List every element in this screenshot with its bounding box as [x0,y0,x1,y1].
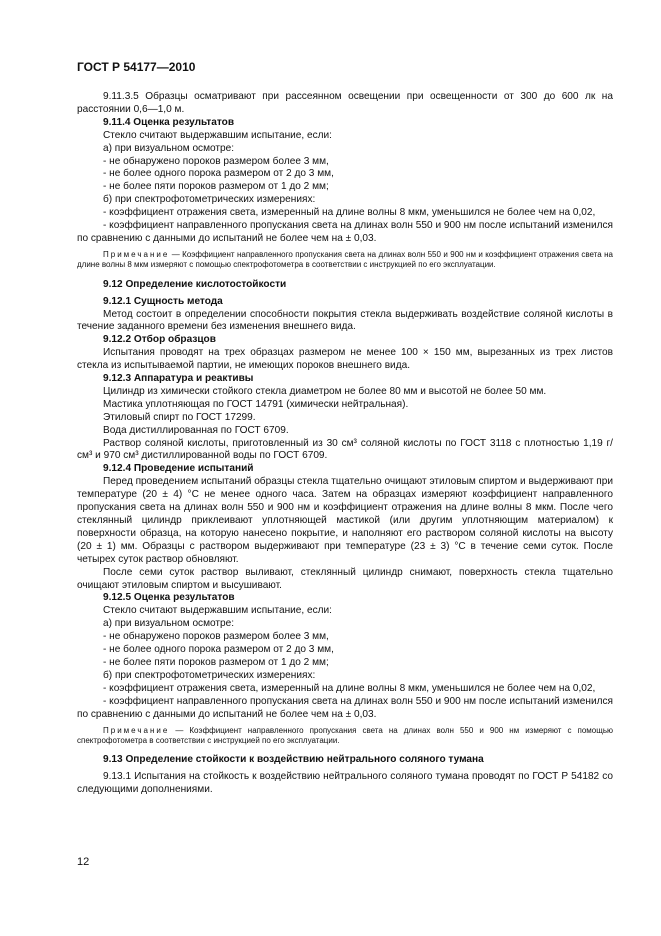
section-heading: 9.13 Определение стойкости к воздействию нейтрального соляного тумана [103,754,484,766]
paragraph: - не обнаружено пороков размером более 3 мм, [103,155,329,167]
subsection-heading: 9.12.3 Аппаратура и реактивы [103,373,254,385]
paragraph: После семи суток раствор выливают, стеклянный цилиндр снимают, поверхность стекла тщательно очищают этиловым спиртом и высушивают. [77,566,613,591]
note-label: Примечание [103,249,170,259]
paragraph: Мастика уплотняющая по ГОСТ 14791 (химически нейтральная). [103,398,409,410]
page-header: ГОСТ Р 54177—2010 [77,60,196,74]
paragraph: Перед проведением испытаний образцы стекла тщательно очищают этиловым спиртом и выдерживают при температуре (20 ± 4) °С не менее одного часа. Затем на образцах измеряют коэффициент направленного пропускания света на длинах волн 550 и 900 нм и коэффициент отражения на длине волны 8 мкм. После чего стеклянный цилиндр приклеивают уплотняющей мастикой (или другим уплотняющим материалом) к поверхности образца, на которую нанесено покрытие, и наполняют его раствором соляной кислоты на высоту (20 ± 1) мм. Образцы с раствором выдерживают при температуре (23 ± 3) °С в течение семи суток. После четырех суток раствор обновляют. [77,476,613,565]
paragraph: Испытания проводят на трех образцах размером не менее 100 × 150 мм, вырезанных из трех листов стекла из испытываемой партии, не имеющих пороков внешнего вида. [77,347,613,372]
subsection-heading: 9.12.1 Сущность метода [103,295,223,307]
paragraph: - коэффициент направленного пропускания света на длинах волн 550 и 900 нм после испытаний изменился по сравнению с данными до испытаний не более чем на ± 0,03. [77,220,613,244]
note-text: — Коэффициент направленного пропускания света на длинах волн 550 и 900 нм и коэффициент отражения света на длине волны 8 мкм измеряют с помощью спектрофотометра в соответствии с инструкцией по его эксплуатации. [77,249,613,270]
paragraph: Цилиндр из химически стойкого стекла диаметром не более 80 мм и высотой не более 50 мм. [103,385,547,397]
paragraph: Стекло считают выдержавшим испытание, если: [103,129,332,141]
paragraph: 9.13.1 Испытания на стойкость к воздействию нейтрального соляного тумана проводят по ГОСТ Р 54182 со следующими дополнениями. [77,771,613,796]
paragraph: Этиловый спирт по ГОСТ 17299. [103,411,256,423]
subsection-heading: 9.12.2 Отбор образцов [103,334,216,346]
document-body [77,91,613,797]
paragraph: Стекло считают выдержавшим испытание, если: [103,605,332,617]
note-text: — Коэффициент направленного пропускания света на длинах волн 550 и 900 нм измеряют с помощью спектрофотометра в соответствии с инструкцией по его эксплуатации. [77,725,613,745]
paragraph: - коэффициент направленного пропускания света на длинах волн 550 и 900 нм после испытаний изменился по сравнению с данными до испытаний не более чем на ± 0,03. [77,695,613,720]
paragraph: Раствор соляной кислоты, приготовленный из 30 см³ соляной кислоты по ГОСТ 3118 с плотностью 1,19 г/см³ и 970 см³ дистиллированной воды по ГОСТ 6709. [77,437,613,462]
paragraph: - коэффициент отражения света, измеренный на длине волны 8 мкм, уменьшился не более чем на 0,02, [103,207,596,219]
page-number: 12 [77,856,90,868]
paragraph: Метод состоит в определении способности покрытия стекла выдерживать воздействие соляной кислоты в течение заданного времени без изменения внешнего вида. [77,308,613,333]
note-paragraph [77,726,613,747]
paragraph: б) при спектрофотометрических измерениях: [103,194,316,206]
subsection-heading: 9.12.4 Проведение испытаний [103,463,254,475]
paragraph: - не обнаружено пороков размером более 3 мм, [103,631,329,643]
subsection-heading: 9.11.4 Оценка результатов [103,116,235,128]
paragraph: - не более пяти пороков размером от 1 до 2 мм; [103,656,329,668]
paragraph: 9.11.3.5 Образцы осматривают при рассеянном освещении при освещенности от 300 до 600 лк на расстоянии 0,6—1,0 м. [77,91,613,115]
paragraph: - коэффициент отражения света, измеренный на длине волны 8 мкм, уменьшился не более чем на 0,02, [103,682,596,694]
subsection-heading: 9.12.5 Оценка результатов [103,592,235,604]
paragraph: а) при визуальном осмотре: [103,618,235,630]
paragraph: - не более одного порока размером от 2 до 3 мм, [103,644,334,656]
note-label: Примечание [103,725,170,735]
note-paragraph [77,250,613,271]
paragraph: - не более одного порока размером от 2 до 3 мм, [103,168,334,180]
paragraph: б) при спектрофотометрических измерениях: [103,669,316,681]
paragraph: - не более пяти пороков размером от 1 до 2 мм; [103,181,329,193]
section-heading: 9.12 Определение кислотостойкости [103,278,287,290]
paragraph: Вода дистиллированная по ГОСТ 6709. [103,424,289,436]
paragraph: а) при визуальном осмотре: [103,142,235,154]
